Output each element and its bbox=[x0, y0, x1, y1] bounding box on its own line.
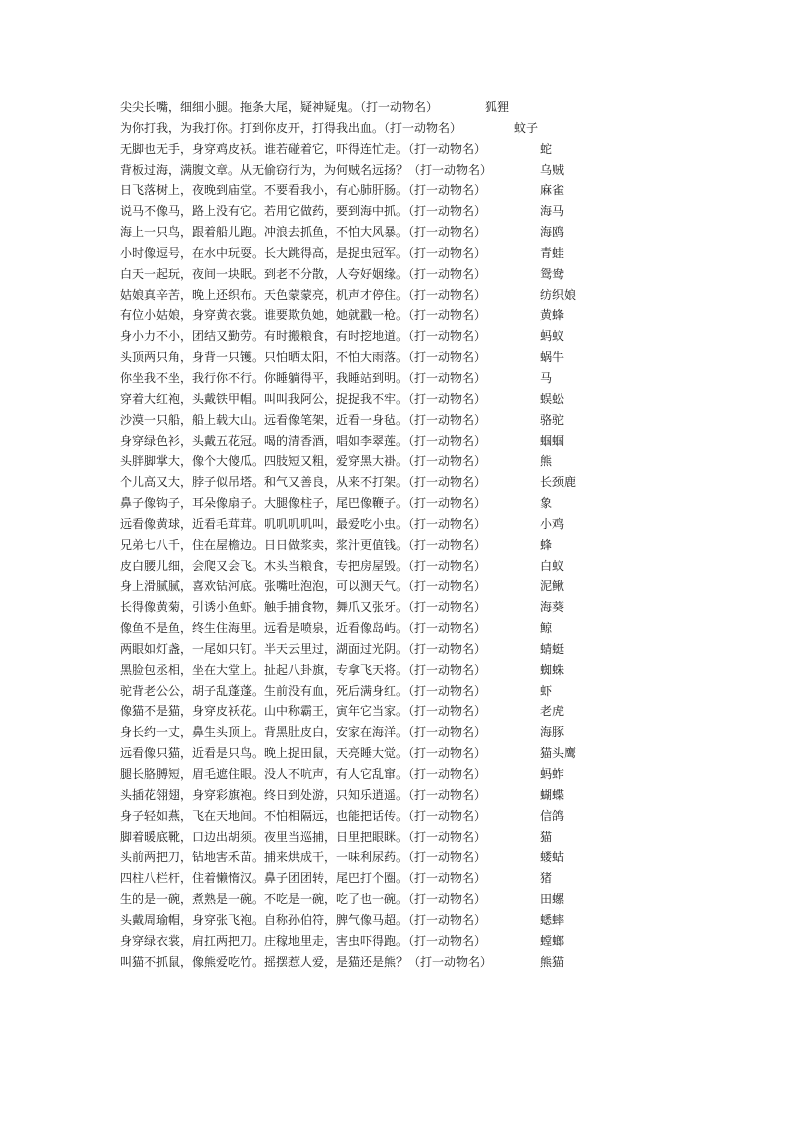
riddle-answer: 蛇 bbox=[540, 141, 553, 156]
riddle-answer: 黄蜂 bbox=[540, 308, 565, 323]
riddle-row bbox=[120, 285, 780, 306]
riddle-answer: 田螺 bbox=[540, 892, 565, 907]
riddle-text: 像猫不是猫，身穿皮袄花。山中称霸王，寅年它当家。（打一动物名） bbox=[120, 704, 487, 719]
riddle-row bbox=[120, 931, 780, 952]
riddle-row bbox=[120, 201, 780, 222]
riddle-text: 头胖脚掌大，像个大傻瓜。四肢短又粗，爱穿黑大褂。（打一动物名） bbox=[120, 454, 487, 469]
riddle-answer: 蜗牛 bbox=[540, 350, 565, 365]
riddle-list bbox=[120, 97, 780, 972]
riddle-text: 两眼如灯盏，一尾如只钉。半天云里过，湖面过光阴。（打一动物名） bbox=[120, 641, 487, 656]
riddle-answer: 蝈蝈 bbox=[540, 433, 565, 448]
riddle-text: 身小力不小，团结又勤劳。有时搬粮食，有时挖地道。（打一动物名） bbox=[120, 329, 487, 344]
riddle-text: 为你打我，为我打你。打到你皮开，打得我出血。（打一动物名） bbox=[120, 120, 463, 135]
riddle-text: 个儿高又大，脖子似吊塔。和气又善良，从来不打架。（打一动物名） bbox=[120, 475, 487, 490]
riddle-text: 兄弟七八千，住在屋檐边。日日做浆卖，浆汁更值钱。（打一动物名） bbox=[120, 537, 487, 552]
riddle-text: 腿长胳膊短，眉毛遮住眼。没人不吭声，有人它乱窜。（打一动物名） bbox=[120, 767, 487, 781]
riddle-text: 长得像黄菊，引诱小鱼虾。触手捕食物，舞爪又张牙。（打一动物名） bbox=[120, 600, 487, 615]
riddle-answer: 小鸡 bbox=[540, 516, 565, 531]
riddle-text: 无脚也无手，身穿鸡皮袄。谁若碰着它，吓得连忙走。（打一动物名） bbox=[120, 141, 487, 156]
riddle-row bbox=[120, 889, 780, 910]
riddle-answer: 海马 bbox=[540, 204, 565, 219]
riddle-answer: 象 bbox=[540, 496, 553, 511]
riddle-text: 有位小姑娘，身穿黄衣裳。谁要欺负她，她就戳一枪。（打一动物名） bbox=[120, 308, 487, 323]
riddle-row bbox=[120, 472, 780, 493]
riddle-row bbox=[120, 576, 780, 597]
riddle-text: 海上一只鸟，跟着船儿跑。冲浪去抓鱼，不怕大风暴。（打一动物名） bbox=[120, 225, 487, 240]
riddle-row bbox=[120, 431, 780, 452]
riddle-row bbox=[120, 535, 780, 556]
riddle-text: 鼻子像钩子，耳朵像扇子。大腿像柱子，尾巴像鞭子。（打一动物名） bbox=[120, 496, 487, 511]
riddle-answer: 海葵 bbox=[540, 600, 565, 615]
riddle-row bbox=[120, 493, 780, 514]
riddle-row bbox=[120, 785, 780, 806]
riddle-row bbox=[120, 160, 780, 181]
riddle-row bbox=[120, 827, 780, 848]
riddle-text: 头前两把刀，钻地害禾苗。捕来烘成干，一味利尿药。（打一动物名） bbox=[120, 850, 487, 865]
riddle-answer: 蜂 bbox=[540, 537, 553, 552]
riddle-text: 尖尖长嘴，细细小腿。拖条大尾，疑神疑鬼。（打一动物名） bbox=[120, 100, 439, 114]
riddle-row bbox=[120, 410, 780, 431]
riddle-answer: 海鸥 bbox=[540, 225, 565, 240]
riddle-answer: 纺织娘 bbox=[540, 287, 577, 302]
riddle-answer: 狐狸 bbox=[485, 100, 510, 114]
riddle-text: 远看像黄球，近看毛茸茸。叽叽叽叽叫，最爱吃小虫。（打一动物名） bbox=[120, 516, 487, 531]
riddle-answer: 蜻蜓 bbox=[540, 641, 565, 656]
riddle-row bbox=[120, 305, 780, 326]
riddle-text: 身长约一丈，鼻生头顶上。背黑肚皮白，安家在海洋。（打一动物名） bbox=[120, 725, 487, 740]
riddle-row bbox=[120, 326, 780, 347]
riddle-row bbox=[120, 556, 780, 577]
riddle-answer: 蝼蛄 bbox=[540, 850, 565, 865]
riddle-answer: 老虎 bbox=[540, 704, 565, 719]
riddle-text: 日飞落树上，夜晚到庙堂。不要看我小，有心肺肝肠。（打一动物名） bbox=[120, 183, 487, 198]
riddle-text: 皮白腰儿细，会爬又会飞。木头当粮食，专把房屋毁。（打一动物名） bbox=[120, 558, 487, 573]
riddle-row bbox=[120, 597, 780, 618]
riddle-text: 黑脸包丞相，坐在大堂上。扯起八卦旗，专拿飞天将。（打一动物名） bbox=[120, 662, 487, 677]
riddle-text: 远看像只猫，近看是只鸟。晚上捉田鼠，天亮睡大觉。（打一动物名） bbox=[120, 746, 487, 761]
riddle-text: 小时像逗号，在水中玩耍。长大跳得高，是捉虫冠军。（打一动物名） bbox=[120, 245, 487, 260]
riddle-row bbox=[120, 264, 780, 285]
riddle-row bbox=[120, 97, 780, 118]
riddle-text: 头戴周瑜帽，身穿张飞袍。自称孙伯符，脾气像马超。（打一动物名） bbox=[120, 912, 487, 927]
riddle-text: 身穿绿色衫，头戴五花冠。喝的清香酒，唱如李翠莲。（打一动物名） bbox=[120, 433, 487, 448]
riddle-text: 身穿绿衣裳，肩扛两把刀。庄稼地里走，害虫吓得跑。（打一动物名） bbox=[120, 933, 487, 948]
riddle-answer: 猪 bbox=[540, 871, 553, 886]
riddle-answer: 蟋蟀 bbox=[540, 912, 565, 927]
riddle-answer: 熊猫 bbox=[540, 954, 565, 969]
riddle-answer: 鸳鸯 bbox=[540, 266, 565, 281]
riddle-text: 脚着暖底靴，口边出胡须。夜里当巡捕，日里把眼眯。（打一动物名） bbox=[120, 829, 487, 844]
riddle-answer: 蜈蚣 bbox=[540, 391, 565, 406]
riddle-row bbox=[120, 347, 780, 368]
riddle-row bbox=[120, 701, 780, 722]
riddle-text: 生的是一碗，煮熟是一碗。不吃是一碗，吃了也一碗。（打一动物名） bbox=[120, 892, 487, 907]
riddle-row bbox=[120, 180, 780, 201]
riddle-answer: 鲸 bbox=[540, 621, 553, 636]
riddle-text: 叫猫不抓鼠，像熊爱吃竹。摇摆惹人爱，是猫还是熊？（打一动物名） bbox=[120, 954, 493, 969]
riddle-answer: 螳螂 bbox=[540, 933, 565, 948]
riddle-answer: 马 bbox=[540, 370, 553, 385]
riddle-row bbox=[120, 389, 780, 410]
riddle-row bbox=[120, 806, 780, 827]
riddle-text: 穿着大红袍，头戴铁甲帽。叫叫我阿公，捉捉我不牢。（打一动物名） bbox=[120, 391, 487, 406]
riddle-row bbox=[120, 368, 780, 389]
riddle-text: 像鱼不是鱼，终生住海里。远看是喷泉，近看像岛屿。（打一动物名） bbox=[120, 621, 487, 636]
riddle-text: 身上滑腻腻，喜欢钻河底。张嘴吐泡泡，可以测天气。（打一动物名） bbox=[120, 579, 487, 594]
riddle-row bbox=[120, 222, 780, 243]
riddle-row bbox=[120, 722, 780, 743]
riddle-row bbox=[120, 910, 780, 931]
riddle-row bbox=[120, 868, 780, 889]
riddle-row bbox=[120, 139, 780, 160]
riddle-answer: 青蛙 bbox=[540, 245, 565, 260]
riddle-answer: 蚊子 bbox=[514, 120, 539, 135]
riddle-text: 背板过海，满腹文章。从无偷窃行为，为何贼名远扬？（打一动物名） bbox=[120, 162, 493, 177]
riddle-answer: 虾 bbox=[540, 683, 553, 698]
riddle-answer: 猫 bbox=[540, 829, 553, 844]
riddle-text: 头顶两只角，身背一只镬。只怕晒太阳，不怕大雨落。（打一动物名） bbox=[120, 350, 487, 365]
riddle-text: 沙漠一只船，船上载大山。远看像笔架，近看一身毡。（打一动物名） bbox=[120, 412, 487, 427]
riddle-answer: 猫头鹰 bbox=[540, 746, 577, 761]
riddle-text: 身子轻如燕，飞在天地间。不怕相隔远，也能把话传。（打一动物名） bbox=[120, 808, 487, 823]
riddle-row bbox=[120, 660, 780, 681]
riddle-answer: 泥鳅 bbox=[540, 579, 565, 594]
riddle-answer: 熊 bbox=[540, 454, 553, 469]
riddle-text: 你坐我不坐，我行你不行。你睡躺得平，我睡站到明。（打一动物名） bbox=[120, 370, 487, 385]
riddle-row bbox=[120, 451, 780, 472]
riddle-row bbox=[120, 118, 780, 139]
riddle-row bbox=[120, 847, 780, 868]
riddle-answer: 蝴蝶 bbox=[540, 787, 565, 802]
riddle-row bbox=[120, 618, 780, 639]
riddle-answer: 骆驼 bbox=[540, 412, 565, 427]
riddle-row bbox=[120, 952, 780, 973]
riddle-answer: 海豚 bbox=[540, 725, 565, 740]
riddle-text: 四柱八栏杆，住着懒惰汉。鼻子团团转，尾巴打个圈。（打一动物名） bbox=[120, 871, 487, 886]
riddle-answer: 长颈鹿 bbox=[540, 475, 577, 490]
riddle-row bbox=[120, 514, 780, 535]
riddle-text: 姑娘真辛苦，晚上还织布。天色蒙蒙亮，机声才停住。（打一动物名） bbox=[120, 287, 487, 302]
riddle-text: 白天一起玩，夜间一块眠。到老不分散，人夸好姻缘。（打一动物名） bbox=[120, 266, 487, 281]
riddle-row bbox=[120, 764, 780, 785]
riddle-answer: 乌贼 bbox=[540, 162, 565, 177]
riddle-answer: 信鸽 bbox=[540, 808, 565, 823]
riddle-answer: 蚂蚱 bbox=[540, 767, 565, 781]
riddle-answer: 蚂蚁 bbox=[540, 329, 565, 344]
riddle-row bbox=[120, 639, 780, 660]
riddle-text: 说马不像马，路上没有它。若用它做药，要到海中抓。（打一动物名） bbox=[120, 204, 487, 219]
riddle-answer: 蜘蛛 bbox=[540, 662, 565, 677]
riddle-row bbox=[120, 681, 780, 702]
riddle-row bbox=[120, 243, 780, 264]
riddle-row bbox=[120, 743, 780, 764]
riddle-text: 头插花翎翅，身穿彩旗袍。终日到处游，只知乐逍遥。（打一动物名） bbox=[120, 787, 487, 802]
riddle-text: 驼背老公公，胡子乱蓬蓬。生前没有血，死后满身红。（打一动物名） bbox=[120, 683, 487, 698]
riddle-answer: 白蚁 bbox=[540, 558, 565, 573]
riddle-answer: 麻雀 bbox=[540, 183, 565, 198]
